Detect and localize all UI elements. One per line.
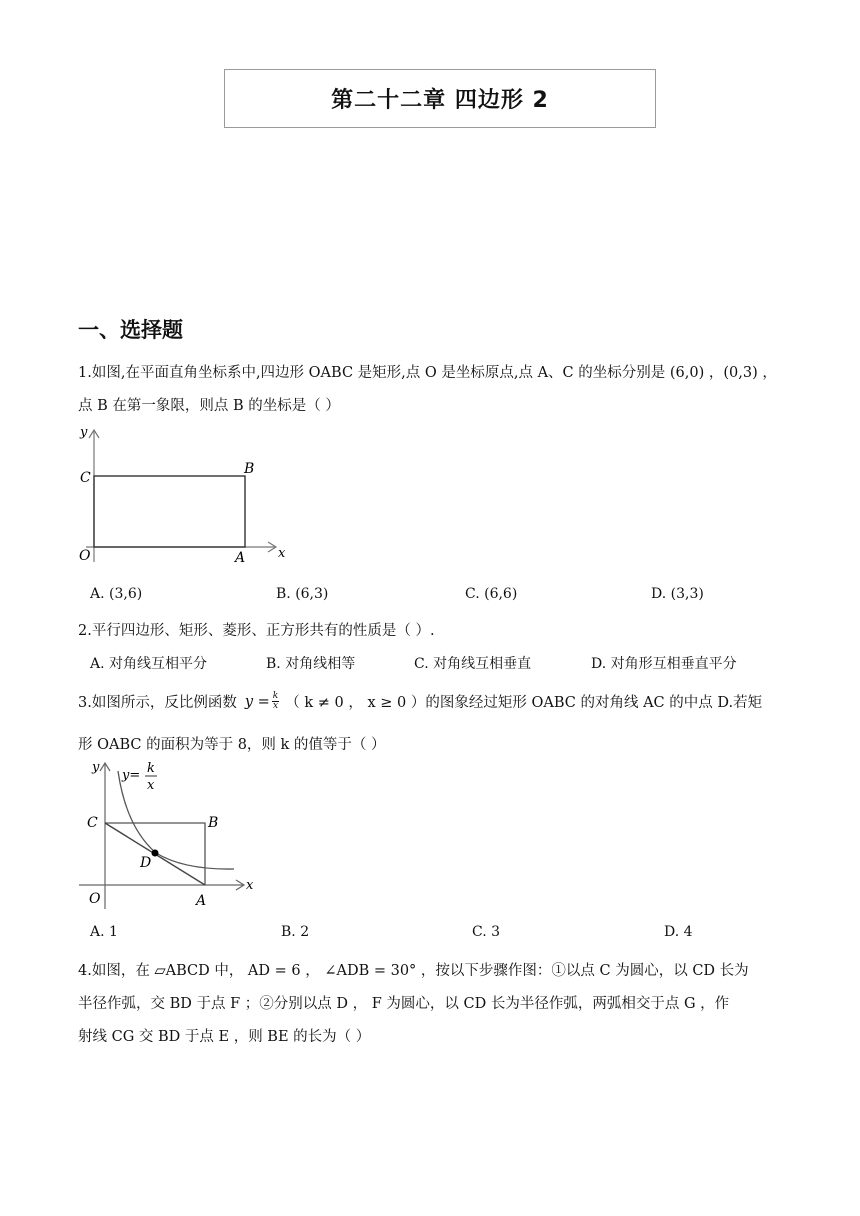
q3-line2: 形 OABC 的面积为等于 8，则 k 的值等于（ ）: [78, 737, 386, 753]
section-heading: 一、选择题: [78, 318, 183, 342]
q3-fig-fn: y=: [122, 768, 141, 783]
q3-line1-prefix: 3.如图所示，反比例函数: [78, 695, 237, 711]
q4-line3: 射线 CG 交 BD 于点 E ，则 BE 的长为（ ）: [78, 1029, 371, 1045]
title-box: [224, 69, 656, 128]
q1-option-a[interactable]: A. (3,6): [90, 586, 143, 602]
q4-line1: 4.如图，在 ▱ABCD 中， AD = 6 ， ∠ADB = 30° ，按以下步骤作图：①以点 C 为圆心，以 CD 长为: [78, 963, 749, 979]
q3-fig-label-d: D: [140, 855, 152, 871]
q2-line1: 2.平行四边形、矩形、菱形、正方形共有的性质是（ ）.: [78, 623, 435, 639]
q2-option-d[interactable]: D. 对角形互相垂直平分: [591, 656, 737, 672]
q1-line1: 1.如图,在平面直角坐标系中,四边形 OABC 是矩形,点 O 是坐标原点,点 A、C 的坐标分别是 (6,0) ，(0,3) ，: [78, 365, 777, 381]
q1-fig-label-o: O: [79, 548, 91, 564]
q3-fig-label-x: x: [246, 878, 254, 893]
q3-fraction: [272, 692, 279, 711]
q1-option-c[interactable]: C. (6,6): [465, 586, 518, 602]
q3-fig-label-a: A: [196, 893, 207, 909]
q3-eq-y: y =: [244, 693, 270, 710]
q1-figure: [72, 422, 292, 572]
q2-option-a[interactable]: A. 对角线互相平分: [90, 656, 208, 672]
document-title: 第二十二章 四边形 2: [331, 88, 549, 113]
q3-frac-num: k: [272, 691, 279, 701]
q1-fig-label-x: x: [278, 546, 286, 561]
q1-fig-label-c: C: [80, 470, 91, 486]
q3-frac-den: x: [272, 701, 279, 711]
q1-fig-label-a: A: [235, 550, 246, 566]
q3-option-c[interactable]: C. 3: [472, 924, 501, 940]
q2-option-b[interactable]: B. 对角线相等: [266, 656, 356, 672]
q3-line1-suffix: 的图象经过矩形 OABC 的对角线 AC 的中点 D.若矩: [425, 695, 763, 711]
q3-fig-label-o: O: [89, 891, 101, 907]
q1-option-d[interactable]: D. (3,3): [651, 586, 704, 602]
q1-line2: 点 B 在第一象限，则点 B 的坐标是（ ）: [78, 398, 340, 414]
q1-fig-label-y: y: [80, 425, 88, 440]
q3-fig-fn-num: k: [147, 761, 155, 776]
q3-figure: [74, 757, 264, 913]
q2-option-c[interactable]: C. 对角线互相垂直: [414, 656, 532, 672]
q3-fig-label-y: y: [92, 760, 100, 775]
q3-fig-label-c: C: [87, 815, 98, 831]
q3-option-a[interactable]: A. 1: [90, 924, 118, 940]
q3-line1: [78, 691, 762, 712]
q4-line2: 半径作弧，交 BD 于点 F ；②分别以点 D ， F 为圆心，以 CD 长为半径作弧，两弧相交于点 G ，作: [78, 996, 730, 1012]
q1-fig-label-b: B: [244, 461, 255, 477]
q3-fig-label-b: B: [208, 815, 219, 831]
q3-condition: （ k ≠ 0 ， x ≥ 0 ）: [285, 695, 426, 711]
q1-option-b[interactable]: B. (6,3): [276, 586, 329, 602]
q3-fig-fn-den: x: [147, 778, 155, 793]
q3-option-b[interactable]: B. 2: [281, 924, 310, 940]
q3-option-d[interactable]: D. 4: [664, 924, 693, 940]
